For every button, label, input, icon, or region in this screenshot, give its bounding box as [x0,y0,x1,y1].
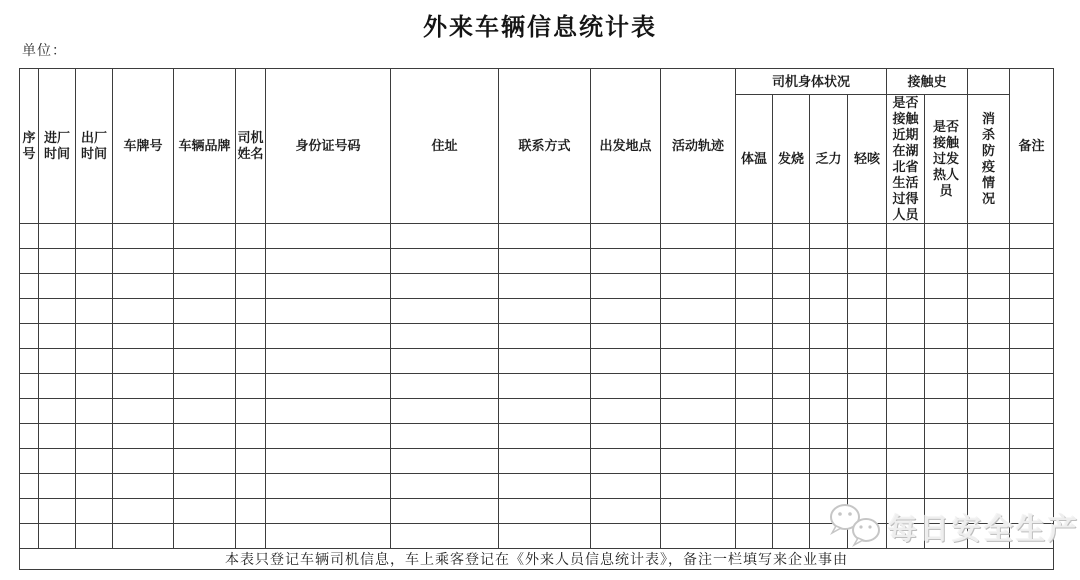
empty-cell [391,449,499,474]
empty-cell [499,449,591,474]
empty-cell [1010,274,1054,299]
empty-cell [20,474,39,499]
empty-cell [236,524,266,549]
empty-cell [810,499,848,524]
empty-cell [591,474,661,499]
empty-cell [266,499,391,524]
empty-cell [591,449,661,474]
empty-cell [391,524,499,549]
col-header-temperature: 体温 [736,95,773,224]
empty-cell [174,524,236,549]
empty-cell [848,474,887,499]
empty-cell [1010,499,1054,524]
empty-cell [20,299,39,324]
empty-cell [925,299,968,324]
empty-cell [174,349,236,374]
empty-row [20,324,1054,349]
empty-cell [266,449,391,474]
empty-cell [76,474,113,499]
empty-cell [113,224,174,249]
watermark-text: 每日安全生产 [888,514,1080,546]
empty-cell [887,249,925,274]
empty-cell [887,324,925,349]
col-header-remarks: 备注 [1010,69,1054,224]
empty-cell [773,324,810,349]
empty-cell [39,349,76,374]
footer-note: 本表只登记车辆司机信息，车上乘客登记在《外来人员信息统计表》，备注一栏填写来企业事由 [20,549,1054,570]
empty-cell [39,474,76,499]
empty-cell [76,224,113,249]
empty-cell [736,349,773,374]
empty-row [20,424,1054,449]
header-group-row [20,69,1054,95]
empty-cell [236,474,266,499]
empty-cell [848,399,887,424]
empty-cell [736,299,773,324]
col-header-fatigue: 乏力 [810,95,848,224]
empty-cell [661,374,736,399]
empty-cell [113,299,174,324]
empty-cell [236,299,266,324]
empty-cell [266,274,391,299]
empty-cell [391,249,499,274]
empty-cell [591,349,661,374]
empty-cell [20,374,39,399]
group-header-contact-history: 接触史 [887,69,968,95]
empty-cell [887,449,925,474]
empty-cell [391,424,499,449]
col-header-fever-person-contact: 是否接触过发热人员 [925,95,968,224]
empty-cell [266,474,391,499]
empty-cell [174,274,236,299]
empty-row [20,449,1054,474]
empty-cell [591,374,661,399]
header-spacer-cell [968,69,1010,95]
col-header-fever: 发烧 [773,95,810,224]
empty-cell [925,249,968,274]
empty-cell [266,524,391,549]
empty-cell [76,249,113,274]
empty-cell [1010,374,1054,399]
empty-cell [736,449,773,474]
empty-cell [848,449,887,474]
page-title: 外来车辆信息统计表 [423,14,657,41]
empty-cell [661,449,736,474]
empty-cell [736,524,773,549]
empty-cell [810,274,848,299]
empty-cell [391,499,499,524]
empty-cell [848,224,887,249]
empty-cell [925,324,968,349]
empty-cell [20,424,39,449]
empty-cell [20,449,39,474]
empty-cell [925,449,968,474]
empty-cell [39,299,76,324]
empty-cell [773,424,810,449]
empty-cell [266,224,391,249]
empty-cell [76,324,113,349]
empty-cell [391,399,499,424]
empty-cell [391,299,499,324]
col-header-address: 住址 [391,69,499,224]
empty-cell [499,374,591,399]
empty-cell [174,374,236,399]
empty-cell [925,374,968,399]
empty-cell [1010,224,1054,249]
empty-cell [113,249,174,274]
empty-cell [810,224,848,249]
empty-cell [499,499,591,524]
empty-cell [236,224,266,249]
empty-cell [499,349,591,374]
unit-label: 单位： [22,42,67,58]
col-header-id-number: 身份证号码 [266,69,391,224]
col-header-vehicle-brand: 车辆品牌 [174,69,236,224]
empty-cell [661,299,736,324]
empty-cell [20,249,39,274]
empty-row [20,524,1054,549]
empty-cell [810,524,848,549]
empty-cell [887,374,925,399]
empty-cell [1010,324,1054,349]
empty-cell [591,249,661,274]
empty-cell [113,499,174,524]
empty-cell [499,324,591,349]
empty-cell [1010,474,1054,499]
empty-cell [810,374,848,399]
empty-cell [968,274,1010,299]
empty-cell [661,424,736,449]
empty-cell [20,224,39,249]
empty-cell [20,324,39,349]
empty-cell [887,299,925,324]
empty-cell [736,474,773,499]
empty-cell [810,299,848,324]
empty-row [20,374,1054,399]
empty-cell [39,499,76,524]
empty-cell [887,274,925,299]
col-header-activity-track: 活动轨迹 [661,69,736,224]
empty-cell [1010,349,1054,374]
empty-cell [39,449,76,474]
empty-row [20,249,1054,274]
empty-cell [810,424,848,449]
empty-cell [236,449,266,474]
empty-cell [113,424,174,449]
empty-cell [76,424,113,449]
empty-cell [968,324,1010,349]
empty-cell [499,249,591,274]
empty-cell [773,299,810,324]
col-header-light-cough: 轻咳 [848,95,887,224]
empty-cell [810,399,848,424]
empty-cell [236,374,266,399]
empty-cell [76,349,113,374]
empty-cell [20,524,39,549]
empty-cell [499,274,591,299]
empty-cell [39,374,76,399]
empty-cell [887,399,925,424]
empty-cell [591,499,661,524]
empty-cell [113,374,174,399]
empty-cell [773,374,810,399]
empty-cell [810,449,848,474]
empty-cell [848,274,887,299]
empty-cell [236,324,266,349]
empty-cell [266,249,391,274]
empty-cell [113,349,174,374]
empty-cell [174,399,236,424]
empty-cell [76,449,113,474]
empty-cell [266,349,391,374]
group-header-driver-health: 司机身体状况 [736,69,887,95]
empty-cell [76,524,113,549]
empty-cell [39,224,76,249]
empty-cell [174,449,236,474]
empty-cell [20,499,39,524]
empty-cell [968,449,1010,474]
empty-cell [925,224,968,249]
empty-cell [266,424,391,449]
empty-cell [968,299,1010,324]
empty-cell [887,524,925,549]
empty-cell [848,299,887,324]
empty-cell [76,499,113,524]
empty-cell [113,474,174,499]
empty-cell [661,224,736,249]
empty-cell [773,399,810,424]
empty-cell [968,499,1010,524]
empty-row [20,499,1054,524]
empty-cell [266,399,391,424]
empty-cell [887,474,925,499]
empty-cell [661,274,736,299]
empty-cell [76,399,113,424]
empty-cell [736,424,773,449]
empty-cell [968,224,1010,249]
empty-cell [773,249,810,274]
col-header-exit-time: 出厂时间 [76,69,113,224]
empty-cell [174,499,236,524]
empty-cell [499,424,591,449]
empty-cell [236,499,266,524]
empty-cell [174,424,236,449]
empty-cell [925,474,968,499]
empty-cell [968,249,1010,274]
empty-cell [968,374,1010,399]
empty-row [20,224,1054,249]
empty-cell [236,274,266,299]
empty-row [20,349,1054,374]
empty-cell [391,274,499,299]
col-header-plate-number: 车牌号 [113,69,174,224]
empty-cell [848,499,887,524]
empty-cell [810,249,848,274]
empty-cell [236,399,266,424]
empty-cell [1010,299,1054,324]
empty-cell [1010,424,1054,449]
empty-cell [1010,399,1054,424]
empty-cell [499,299,591,324]
empty-cell [773,499,810,524]
empty-cell [736,499,773,524]
empty-cell [76,374,113,399]
empty-cell [810,474,848,499]
empty-cell [661,324,736,349]
table-body [20,224,1054,549]
empty-cell [76,299,113,324]
empty-cell [236,349,266,374]
empty-cell [266,374,391,399]
empty-cell [736,399,773,424]
empty-cell [925,499,968,524]
empty-cell [773,524,810,549]
col-header-seq: 序号 [20,69,39,224]
empty-cell [810,349,848,374]
empty-cell [113,524,174,549]
empty-cell [20,399,39,424]
empty-cell [113,399,174,424]
empty-cell [20,274,39,299]
empty-cell [236,424,266,449]
empty-cell [848,524,887,549]
empty-cell [236,249,266,274]
empty-cell [925,274,968,299]
empty-cell [174,224,236,249]
empty-cell [39,274,76,299]
empty-cell [591,224,661,249]
empty-cell [1010,449,1054,474]
empty-cell [266,299,391,324]
empty-cell [848,424,887,449]
empty-cell [591,424,661,449]
empty-cell [591,274,661,299]
empty-cell [174,324,236,349]
col-header-driver-name: 司机姓名 [236,69,266,224]
empty-cell [925,399,968,424]
empty-cell [76,274,113,299]
col-header-entry-time: 进厂时间 [39,69,76,224]
empty-cell [113,324,174,349]
empty-cell [499,224,591,249]
empty-cell [925,424,968,449]
empty-cell [968,399,1010,424]
empty-cell [20,349,39,374]
empty-cell [887,349,925,374]
empty-cell [39,424,76,449]
empty-cell [391,374,499,399]
empty-cell [661,249,736,274]
empty-cell [661,524,736,549]
col-header-departure-place: 出发地点 [591,69,661,224]
empty-cell [925,349,968,374]
empty-cell [736,324,773,349]
empty-cell [968,349,1010,374]
empty-cell [773,474,810,499]
footer-note-row [20,549,1054,570]
empty-cell [391,224,499,249]
empty-cell [174,299,236,324]
empty-cell [848,374,887,399]
empty-cell [848,324,887,349]
empty-cell [848,349,887,374]
empty-cell [39,249,76,274]
empty-cell [887,424,925,449]
empty-cell [1010,249,1054,274]
empty-cell [391,324,499,349]
empty-cell [661,399,736,424]
empty-cell [499,399,591,424]
empty-cell [773,349,810,374]
empty-cell [391,474,499,499]
empty-row [20,299,1054,324]
empty-cell [499,474,591,499]
empty-cell [736,249,773,274]
empty-cell [661,474,736,499]
empty-cell [773,274,810,299]
col-header-contact: 联系方式 [499,69,591,224]
empty-cell [736,274,773,299]
empty-cell [848,249,887,274]
empty-cell [661,349,736,374]
empty-cell [391,349,499,374]
empty-row [20,474,1054,499]
empty-cell [810,324,848,349]
empty-cell [39,399,76,424]
empty-row [20,399,1054,424]
empty-cell [773,224,810,249]
empty-cell [661,499,736,524]
empty-cell [968,524,1010,549]
empty-cell [499,524,591,549]
empty-cell [736,224,773,249]
col-header-disinfection-status: 消杀防疫情况 [968,95,1010,224]
empty-cell [266,324,391,349]
empty-cell [591,324,661,349]
empty-cell [968,474,1010,499]
empty-cell [174,474,236,499]
vehicle-info-table [19,68,1054,570]
empty-row [20,274,1054,299]
empty-cell [591,299,661,324]
empty-cell [1010,524,1054,549]
empty-cell [887,224,925,249]
empty-cell [591,524,661,549]
empty-cell [591,399,661,424]
empty-cell [968,424,1010,449]
col-header-hubei-contact: 是否接触近期在湖北省生活过得人员 [887,95,925,224]
empty-cell [39,524,76,549]
empty-cell [113,449,174,474]
empty-cell [773,449,810,474]
empty-cell [736,374,773,399]
empty-cell [174,249,236,274]
empty-cell [113,274,174,299]
empty-cell [887,499,925,524]
empty-cell [925,524,968,549]
empty-cell [39,324,76,349]
